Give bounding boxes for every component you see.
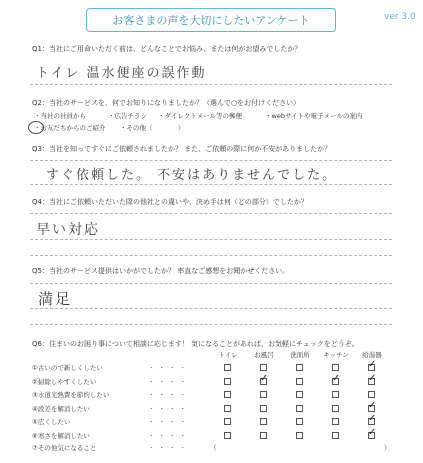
q6-other-label: ⑦その他気になること xyxy=(32,444,97,452)
q3-line-2 xyxy=(30,184,392,185)
checkbox-洗面所[interactable] xyxy=(296,378,303,385)
column-kitchen: キッチン xyxy=(323,351,349,359)
q6-row-dots: ・・・・ xyxy=(148,418,190,426)
checkbox-キッチン[interactable] xyxy=(332,418,339,425)
checkbox-給湯器[interactable] xyxy=(368,391,375,398)
check-mark-icon: ✓ xyxy=(332,372,341,384)
column-bath: お風呂 xyxy=(254,351,274,359)
q3-line-1 xyxy=(30,160,392,161)
checkbox-キッチン[interactable] xyxy=(332,391,339,398)
q5-question: Q5：当社のサービス提供はいかがでしたか？ 率直なご感想をお聞かせください。 xyxy=(32,267,290,275)
q6-row-dots: ・・・・ xyxy=(148,364,190,372)
q6-row-label: ④段差を解消したい xyxy=(32,404,90,413)
q5-line-2 xyxy=(30,308,392,309)
checkbox-洗面所[interactable] xyxy=(296,432,303,439)
q2-question: Q2：当社のサービスを、何でお知りになりましたか？（選んで○をお付けください） xyxy=(32,99,301,107)
checkbox-お風呂[interactable] xyxy=(260,391,267,398)
survey-title: お客さまの声を大切にしたいアンケート xyxy=(86,8,336,32)
q6-row-dots: ・・・・ xyxy=(148,377,190,386)
checkbox-キッチン[interactable] xyxy=(332,432,339,439)
q5-line-3 xyxy=(30,324,392,325)
q5-answer: 満足 xyxy=(38,290,73,308)
q6-row-label: ⑤広くしたい xyxy=(32,418,71,426)
check-mark-icon: ✓ xyxy=(368,399,377,411)
checkbox-トイレ[interactable] xyxy=(224,391,231,398)
q2-option-mail[interactable]: ・ダイレクトメール等の郵便 xyxy=(158,112,243,120)
checkbox-洗面所[interactable] xyxy=(296,391,303,398)
q4-line-2 xyxy=(30,239,392,240)
q2-option-staff[interactable]: ・当社の社員から xyxy=(34,112,86,120)
q6-other-close-paren: ） xyxy=(384,444,391,452)
checkbox-洗面所[interactable] xyxy=(296,364,303,371)
q6-row-label: ①古いので新しくしたい xyxy=(32,364,103,372)
q6-other-dots: ・・・・ xyxy=(148,444,190,452)
checkbox-洗面所[interactable] xyxy=(296,418,303,425)
checkbox-お風呂[interactable] xyxy=(260,432,267,439)
q6-row-dots: ・・・・ xyxy=(148,431,190,440)
q2-option-friend[interactable]: ・お友だちからのご紹介 xyxy=(34,124,106,132)
q6-row-label: ⑥寒さを解消したい xyxy=(32,431,90,440)
q6-other-open-paren: （ xyxy=(210,444,217,452)
q6-row-label: ③水道光熱費を節約したい xyxy=(32,391,110,399)
checkbox-トイレ[interactable] xyxy=(224,405,231,412)
column-toilet: トイレ xyxy=(218,351,238,359)
checkbox-トイレ[interactable] xyxy=(224,378,231,385)
q2-option-flyer[interactable]: ・広告チラシ xyxy=(108,112,147,120)
q1-answer: トイレ 温水便座の誤作動 xyxy=(36,66,207,81)
q6-row-label: ②掃除しやすくしたい xyxy=(32,377,97,386)
column-water-heater: 給湯器 xyxy=(362,351,382,359)
q3-answer: すぐ依頼した。 不安はありませんでした。 xyxy=(46,168,338,183)
checkbox-お風呂[interactable] xyxy=(260,364,267,371)
check-mark-icon: ✓ xyxy=(368,359,377,370)
check-mark-icon: ✓ xyxy=(260,372,269,384)
check-mark-icon: ✓ xyxy=(368,426,377,438)
q6-question: Q6：住まいのお困り事について相談に応じます！ 気になることがあれば、お気軽にチェックをどうぞ。 xyxy=(32,340,359,348)
q4-question: Q4：当社にご依頼いただいた際の他社との違いや、決め手は何（どの部分）でしたか？ xyxy=(32,198,308,206)
q2-selection-circle xyxy=(28,121,44,134)
q1-question: Q1：当社にご用命いただく前は、どんなことでお悩み、または何がお望みでしたか？ xyxy=(32,45,302,53)
check-mark-icon: ✓ xyxy=(368,372,377,384)
q1-answer-line xyxy=(30,84,392,85)
checkbox-お風呂[interactable] xyxy=(260,405,267,412)
check-mark-icon: ✓ xyxy=(368,413,377,424)
checkbox-トイレ[interactable] xyxy=(224,418,231,425)
q3-question: Q3：当社を知ってすぐにご依頼されましたか？ また、ご依頼の際に何か不安がありましたか？ xyxy=(32,145,332,153)
q6-row-dots: ・・・・ xyxy=(148,404,190,413)
q4-line-1 xyxy=(30,213,392,214)
q2-option-web[interactable]: ・webサイトや電子メールの案内 xyxy=(265,112,363,120)
checkbox-キッチン[interactable] xyxy=(332,364,339,371)
q4-line-3 xyxy=(30,255,392,256)
column-washroom: 洗面所 xyxy=(290,351,310,359)
q2-option-other[interactable]: ・その他（ xyxy=(120,124,153,132)
checkbox-お風呂[interactable] xyxy=(260,418,267,425)
checkbox-トイレ[interactable] xyxy=(224,364,231,371)
q4-answer: 早い対応 xyxy=(36,222,100,238)
checkbox-トイレ[interactable] xyxy=(224,432,231,439)
q2-option-other-close: ） xyxy=(178,124,185,132)
checkbox-洗面所[interactable] xyxy=(296,405,303,412)
q6-row-dots: ・・・・ xyxy=(148,391,190,399)
q5-line-1 xyxy=(30,283,392,284)
version-label: ver 3.0 xyxy=(384,12,416,22)
checkbox-キッチン[interactable] xyxy=(332,405,339,412)
